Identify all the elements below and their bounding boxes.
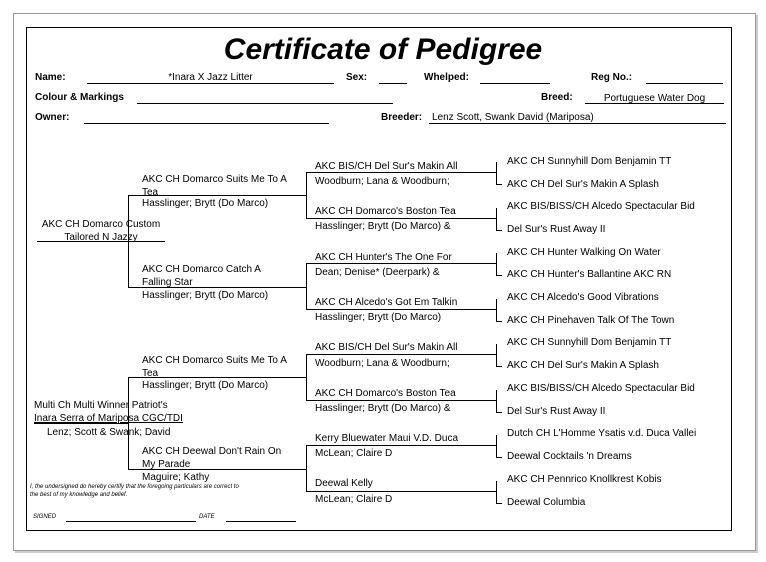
gen4-name: Del Sur's Rust Away II [507, 224, 606, 235]
reg-no-label: Reg No.: [591, 72, 633, 83]
sire-sire-name: AKC CH Domarco Suits Me To A Tea [142, 174, 287, 198]
gen3-breeder: Hasslinger; Brytt (Do Marco) [315, 312, 442, 323]
owner-label: Owner: [35, 112, 70, 123]
gen3-name: AKC BIS/CH Del Sur's Makin All [315, 342, 458, 353]
connector [496, 457, 502, 458]
reg-no-field[interactable] [646, 83, 723, 84]
gen4-name: AKC CH Pinehaven Talk Of The Town [507, 315, 675, 326]
sire-underline [37, 241, 165, 242]
gen3-name: AKC BIS/CH Del Sur's Makin All [315, 161, 458, 172]
gen3-name: AKC CH Alcedo's Got Em Talkin [315, 297, 458, 308]
gen3-breeder: Hasslinger; Brytt (Do Marco) & [315, 221, 451, 232]
gen4-name: AKC BIS/BISS/CH Alcedo Spectacular Bid [507, 201, 695, 212]
connector [496, 366, 502, 367]
connector [496, 299, 497, 321]
gen3-breeder: Woodburn; Lana & Woodburn; [315, 176, 450, 187]
owner-field[interactable] [84, 123, 329, 124]
breeder-label: Breeder: [381, 112, 423, 123]
dam-name-line2: Inara Serra of Mariposa CGC/TDI [34, 413, 183, 424]
connector [496, 162, 497, 184]
gen3-breeder: Dean; Denise* (Deerpark) & [315, 267, 440, 278]
connector [496, 390, 497, 412]
breed-field[interactable]: Portuguese Water Dog [603, 93, 706, 104]
gen4-name: Dutch CH L'Homme Ysatis v.d. Duca Vallei [507, 428, 697, 439]
signature-field[interactable] [66, 521, 196, 522]
connector [306, 445, 496, 446]
connector [306, 309, 496, 310]
connector [496, 230, 502, 231]
connector [306, 172, 307, 218]
gen4-name: AKC CH Sunnyhill Dom Benjamin TT [507, 156, 672, 167]
name-field[interactable]: *Inara X Jazz Litter [168, 72, 253, 83]
connector [306, 354, 496, 355]
connector [496, 412, 502, 413]
dam-underline [34, 423, 128, 424]
gen4-name: AKC CH Del Sur's Makin A Splash [507, 179, 659, 190]
gen4-name: AKC CH Hunter's Ballantine AKC RN [507, 269, 672, 280]
date-label: DATE [199, 514, 215, 520]
connector [306, 445, 307, 491]
connector [496, 321, 502, 322]
connector [496, 275, 502, 276]
gen3-name: AKC CH Domarco's Boston Tea [315, 206, 456, 217]
connector [496, 503, 502, 504]
colour-field[interactable] [137, 103, 393, 104]
breeder-underline [429, 123, 726, 124]
gen3-name: Deewal Kelly [315, 478, 373, 489]
gen3-name: AKC CH Domarco's Boston Tea [315, 388, 456, 399]
connector [496, 253, 497, 275]
breed-label: Breed: [541, 92, 573, 103]
gen4-name: AKC CH Hunter Walking On Water [507, 247, 661, 258]
gen4-name: AKC BIS/BISS/CH Alcedo Spectacular Bid [507, 383, 695, 394]
gen3-breeder: McLean; Claire D [315, 448, 393, 459]
dam-dam-name: AKC CH Deewal Don't Rain On My Parade [142, 446, 282, 470]
breeder-field[interactable]: Lenz Scott, Swank David (Mariposa) [432, 112, 594, 123]
certification-text: I, the undersigned do hereby certify that the foregoing particulars are correct to the best of my knowledge and belief. [30, 484, 239, 498]
sire-name-text: AKC CH Domarco Custom Tailored N Jazzy [41, 219, 161, 243]
connector [306, 218, 496, 219]
sire-dam-name: AKC CH Domarco Catch A Falling Star [142, 264, 261, 288]
dam-dam-breeder: Maguire; Kathy [142, 472, 210, 483]
dam-sire-name: AKC CH Domarco Suits Me To A Tea [142, 355, 287, 379]
gen4-name: AKC CH Sunnyhill Dom Benjamin TT [507, 337, 672, 348]
gen4-name: AKC CH Del Sur's Makin A Splash [507, 360, 659, 371]
dam-name-line1: Multi Ch Multi Winner Patriot's [34, 400, 168, 411]
name-underline [87, 83, 334, 84]
gen4-name: Deewal Columbia [507, 497, 586, 508]
connector [306, 400, 496, 401]
whelped-label: Whelped: [424, 72, 469, 83]
sex-field[interactable] [379, 83, 407, 84]
gen4-name: Deewal Cocktails 'n Dreams [507, 451, 632, 462]
connector [496, 481, 497, 503]
name-label: Name: [35, 72, 66, 83]
sire-sire-breeder: Hasslinger; Brytt (Do Marco) [142, 198, 269, 209]
gen4-name: AKC CH Alcedo's Good Vibrations [507, 292, 659, 303]
connector [496, 208, 497, 230]
gen3-breeder: Woodburn; Lana & Woodburn; [315, 358, 450, 369]
connector [496, 184, 502, 185]
gen4-name: Del Sur's Rust Away II [507, 406, 606, 417]
date-field[interactable] [226, 521, 296, 522]
colour-label: Colour & Markings [35, 92, 124, 103]
gen3-name: Kerry Bluewater Maui V.D. Duca [315, 433, 459, 444]
dam-sire-breeder: Hasslinger; Brytt (Do Marco) [142, 380, 269, 391]
gen4-name: AKC CH Pennrico Knollkrest Kobis [507, 474, 662, 485]
sire-dam-breeder: Hasslinger; Brytt (Do Marco) [142, 290, 269, 301]
dam-breeder: Lenz; Scott & Swank; David [47, 427, 171, 438]
signed-label: SIGNED [33, 514, 57, 520]
gen3-name: AKC CH Hunter's The One For [315, 252, 452, 263]
gen3-breeder: McLean; Claire D [315, 494, 393, 505]
page-title: Certificate of Pedigree [223, 33, 543, 66]
connector [496, 435, 497, 457]
connector [306, 263, 307, 309]
connector [496, 344, 497, 366]
connector [306, 354, 307, 400]
gen3-breeder: Hasslinger; Brytt (Do Marco) & [315, 403, 451, 414]
whelped-field[interactable] [480, 83, 550, 84]
connector [306, 491, 496, 492]
sex-label: Sex: [346, 72, 368, 83]
